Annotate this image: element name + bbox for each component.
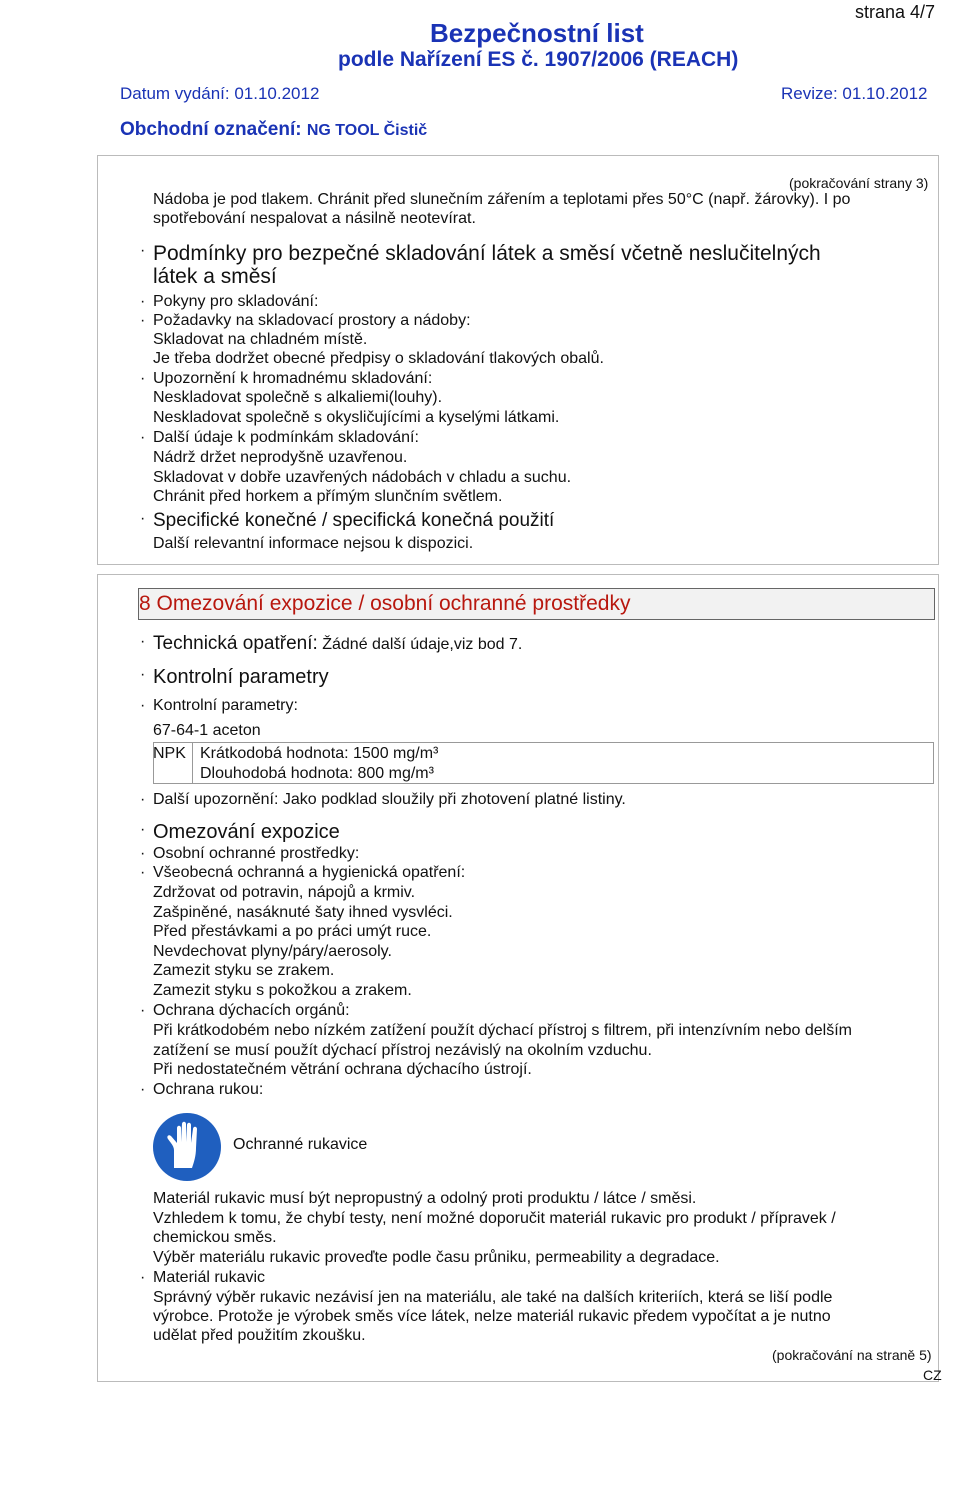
storage-label: Pokyny pro skladování: — [153, 293, 319, 310]
text-line: Vzhledem k tomu, že chybí testy, není možné doporučit materiál rukavic pro produkt / přípravek / — [153, 1210, 836, 1227]
text-line: Skladovat na chladném místě. — [153, 331, 368, 348]
country-code: CZ — [923, 1367, 942, 1383]
npk-long-term: Dlouhodobá hodnota: 800 mg/m³ — [200, 765, 434, 782]
substance-name: 67-64-1 aceton — [153, 722, 261, 739]
text-line: Výběr materiálu rukavic proveďte podle času průniku, permeability a degradace. — [153, 1249, 720, 1266]
page-number: strana 4/7 — [855, 2, 936, 22]
control-parameters-label: Kontrolní parametry: — [153, 697, 298, 714]
npk-label: NPK — [153, 745, 186, 762]
text-line: Správný výběr rukavic nezávisí jen na materiálu, ale také na dalších kriteriích, která se liší podle — [153, 1289, 833, 1306]
trade-name — [120, 119, 427, 141]
section8-banner — [138, 588, 935, 620]
text-line: udělat před použitím zkoušku. — [153, 1327, 366, 1344]
npk-divider — [192, 742, 193, 784]
continuation-top: (pokračování strany 3) — [789, 175, 929, 191]
general-measures-label: Všeobecná ochranná a hygienická opatření: — [153, 864, 466, 881]
intro-line: Nádoba je pod tlakem. Chránit před slunečním zářením a teplotami přes 50°C (např. žárovky). I po — [153, 191, 851, 208]
text-line: Chránit před horkem a přímým slunčním světlem. — [153, 488, 503, 505]
technical-measures — [153, 633, 522, 655]
exposure-controls-heading: Omezování expozice — [153, 821, 340, 843]
text-line: Zdržovat od potravin, nápojů a krmiv. — [153, 884, 416, 901]
technical-value: Žádné další údaje,viz bod 7. — [322, 636, 523, 653]
text-line: Zamezit styku s pokožkou a zrakem. — [153, 982, 412, 999]
text-line: Při krátkodobém nebo nízkém zatížení použít dýchací přístroj s filtrem, při intenzívním nebo delším — [153, 1022, 852, 1039]
text-line: Před přestávkami a po práci umýt ruce. — [153, 923, 432, 940]
text-line: Neskladovat společně s okysličujícími a kyselými látkami. — [153, 409, 560, 426]
section8-title: 8 Omezování expozice / osobní ochranné prostředky — [139, 592, 631, 615]
intro-line: spotřebování nespalovat a násilně neotevírat. — [153, 210, 476, 227]
text-line: Zašpiněné, nasáknuté šaty ihned vysvléci. — [153, 904, 453, 921]
text-line: chemickou směs. — [153, 1229, 277, 1246]
further-notes-label: Další upozornění: — [153, 791, 279, 808]
trade-name-label: Obchodní označení: — [120, 119, 302, 140]
text-line: výrobce. Protože je výrobek směs více látek, nelze materiál rukavic předem vypočítat a je nutno — [153, 1308, 831, 1325]
technical-label: Technická opatření: — [153, 633, 318, 654]
revision-date: Revize: 01.10.2012 — [781, 84, 928, 103]
text-line: Materiál rukavic musí být nepropustný a odolný proti produktu / látce / směsi. — [153, 1190, 697, 1207]
npk-short-term: Krátkodobá hodnota: 1500 mg/m³ — [200, 745, 439, 762]
storage-conditions-heading: látek a směsí — [153, 265, 277, 288]
text-line: Neskladovat společně s alkaliemi(louhy). — [153, 389, 443, 406]
text-line: Nádrž držet neprodyšně uzavřenou. — [153, 449, 408, 466]
issue-date: Datum vydání: 01.10.2012 — [120, 84, 320, 103]
text-line: Je třeba dodržet obecné předpisy o skladování tlakových obalů. — [153, 350, 604, 367]
hand-protection-label: Ochrana rukou: — [153, 1081, 264, 1098]
text-line: Další relevantní informace nejsou k dispozici. — [153, 535, 474, 552]
further-storage-label: Další údaje k podmínkám skladování: — [153, 429, 419, 446]
trade-name-value: NG TOOL Čistič — [306, 122, 428, 139]
glove-material-label: Materiál rukavic — [153, 1269, 266, 1286]
text-line: Nevdechovat plyny/páry/aerosoly. — [153, 943, 392, 960]
document-subtitle: podle Nařízení ES č. 1907/2006 (REACH) — [338, 48, 739, 71]
control-parameters-heading: Kontrolní parametry — [153, 666, 329, 688]
specific-use-heading: Specifické konečné / specifická konečná použití — [153, 510, 555, 531]
ppe-label: Osobní ochranné prostředky: — [153, 845, 360, 862]
text-line: Skladovat v dobře uzavřených nádobách v chladu a suchu. — [153, 469, 572, 486]
text-line: zatížení se musí použít dýchací přístroj nezávislý na okolním vzduchu. — [153, 1042, 652, 1059]
text-line: Zamezit styku se zrakem. — [153, 962, 335, 979]
joint-storage-label: Upozornění k hromadnému skladování: — [153, 370, 433, 387]
glove-mandatory-icon — [152, 1112, 222, 1182]
respiratory-label: Ochrana dýchacích orgánů: — [153, 1002, 350, 1019]
further-notes-value: Jako podklad sloužily při zhotovení platné listiny. — [282, 791, 626, 808]
continuation-bottom: (pokračování na straně 5) — [772, 1347, 932, 1363]
storage-conditions-heading: Podmínky pro bezpečné skladování látek a směsí včetně neslučitelných — [153, 242, 821, 265]
text-line: Při nedostatečném větrání ochrana dýchacího ústrojí. — [153, 1061, 532, 1078]
further-notes — [153, 791, 626, 809]
requirements-label: Požadavky na skladovací prostory a nádoby: — [153, 312, 471, 329]
document-title: Bezpečnostní list — [430, 18, 644, 48]
glove-caption: Ochranné rukavice — [233, 1136, 368, 1153]
